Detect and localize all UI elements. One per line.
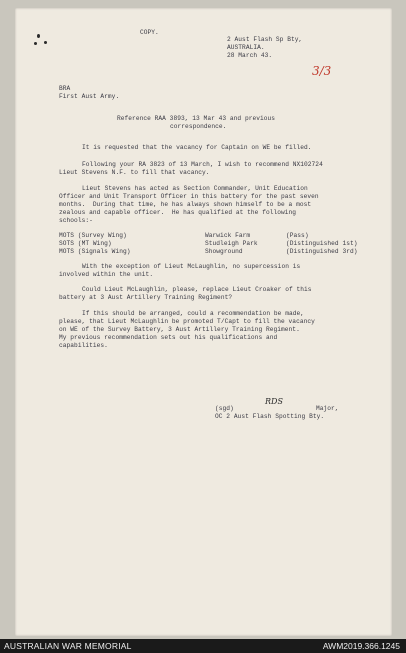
paragraph-6-line-5: capabilities.: [59, 342, 108, 349]
addressee-line-1: BRA: [59, 85, 71, 92]
reference-line-2: correspondence.: [170, 123, 227, 130]
archive-name: AUSTRALIAN WAR MEMORIAL: [4, 641, 132, 651]
paragraph-2-line-2: Lieut Stevens N.F. to fill that vacancy.: [59, 169, 210, 176]
paragraph-3-line-5: schools:-: [59, 217, 93, 224]
school-row-3-result: (Distinguished 3rd): [286, 248, 358, 255]
paragraph-6-line-4: My previous recommendation sets out his qualifications and: [59, 334, 278, 341]
addressee-line-2: First Aust Army.: [59, 93, 120, 100]
school-row-2-name: SOTS (MT Wing): [59, 240, 112, 247]
sender-line-1: 2 Aust Flash Sp Bty,: [227, 36, 303, 43]
paragraph-6-line-3: on WE of the Survey Battery, 3 Aust Artillery Training Regiment.: [59, 326, 300, 333]
punch-hole-top: [37, 34, 40, 38]
school-row-3-place: Showground: [205, 248, 243, 255]
folio-mark: 3/3: [312, 64, 332, 78]
paragraph-3-line-4: zealous and capable officer. He has qualified at the following: [59, 209, 297, 216]
paragraph-5-line-2: battery at 3 Aust Artillery Training Regiment?: [59, 294, 233, 301]
signature-initials: RDS: [265, 397, 283, 406]
school-row-3-name: MOTS (Signals Wing): [59, 248, 131, 255]
paragraph-3-line-1: Lieut Stevens has acted as Section Commander, Unit Education: [82, 185, 308, 192]
signature-sgd: (sgd): [215, 405, 234, 412]
school-row-2-result: (Distinguished 1st): [286, 240, 358, 247]
paragraph-2-line-1: Following your RA 3823 of 13 March, I wish to recommend NX102724: [82, 161, 323, 168]
signature-rank: Major,: [316, 405, 339, 412]
paragraph-4-line-2: involved within the unit.: [59, 271, 154, 278]
school-row-2-place: Studleigh Park: [205, 240, 258, 247]
school-row-1-place: Warwick Farm: [205, 232, 251, 239]
punch-hole-mid: [34, 42, 37, 45]
sender-line-2: AUSTRALIA.: [227, 44, 265, 51]
paragraph-3-line-2: Officer and Unit Transport Officer in this battery for the past seven: [59, 193, 319, 200]
school-row-1-name: MOTS (Survey Wing): [59, 232, 127, 239]
paragraph-6-line-1: If this should be arranged, could a recommendation be made,: [82, 310, 305, 317]
signature-unit: OC 2 Aust Flash Spotting Bty.: [215, 413, 325, 420]
archive-footer: [0, 639, 406, 653]
school-row-1-result: (Pass): [286, 232, 309, 239]
paragraph-4-line-1: With the exception of Lieut McLaughlin, no supercession is: [82, 263, 301, 270]
paragraph-6-line-2: please, that Lieut McLaughlin be promoted T/Capt to fill the vacancy: [59, 318, 315, 325]
archive-reference: AWM2019.366.1245: [322, 641, 400, 651]
paragraph-3-line-3: months. During that time, he has always shown himself to be a most: [59, 201, 312, 208]
punch-hole-low: [44, 41, 47, 44]
sender-line-3: 28 March 43.: [227, 52, 273, 59]
copy-label: COPY.: [140, 29, 159, 36]
paragraph-1: It is requested that the vacancy for Captain on WE be filled.: [82, 144, 312, 151]
paragraph-5-line-1: Could Lieut McLaughlin, please, replace Lieut Croaker of this: [82, 286, 312, 293]
reference-line-1: Reference RAA 3893, 13 Mar 43 and previous: [117, 115, 276, 122]
